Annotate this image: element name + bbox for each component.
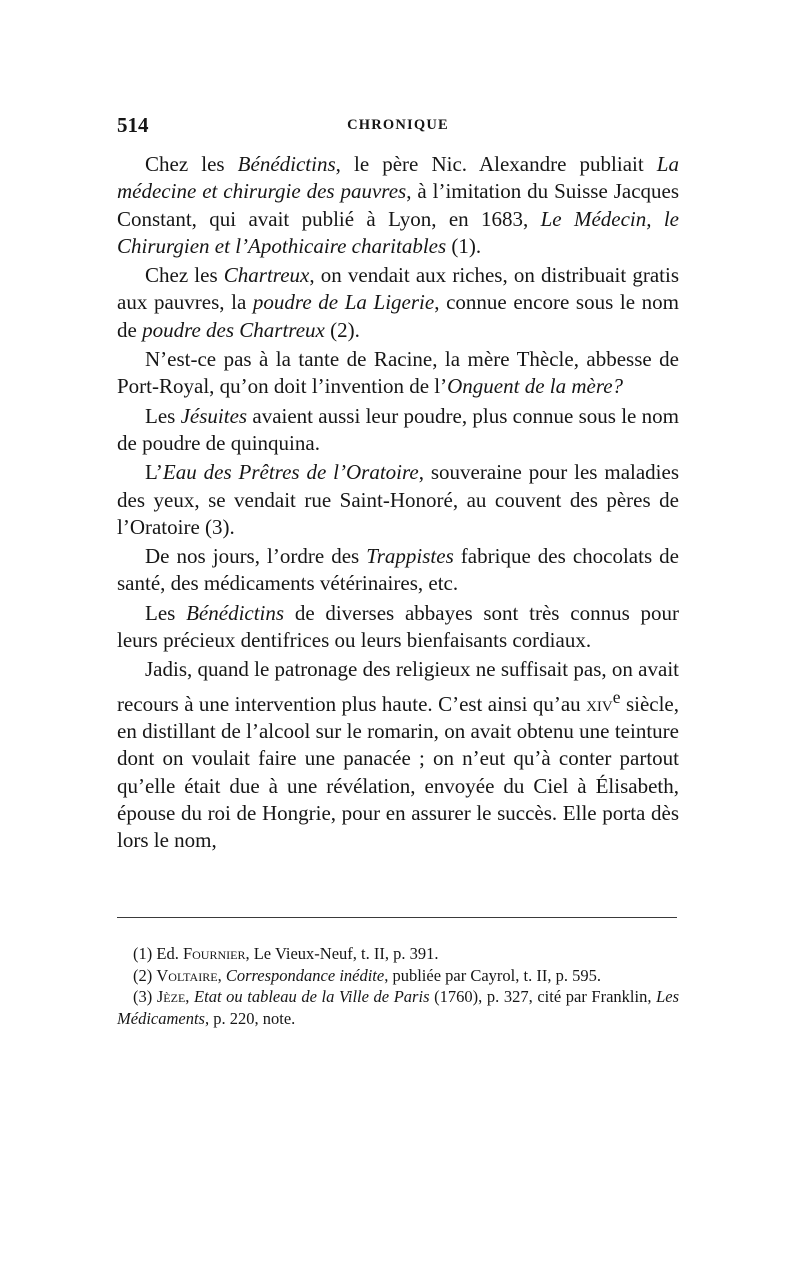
italic-text: Les Médicaments	[117, 987, 680, 1028]
italic-text: Onguent de la mère?	[447, 374, 624, 399]
paragraph	[117, 656, 679, 854]
running-head: CHRONIQUE	[347, 117, 449, 133]
text-run: L’	[145, 460, 163, 485]
text-run: (3)	[133, 987, 157, 1006]
small-caps-text: Jèze	[156, 987, 186, 1006]
text-run: N’est-ce pas à la tante de Racine, la mère Thècle, abbesse de Port-Royal, qu’on doit l’invention de l’	[117, 347, 679, 399]
paragraph	[117, 151, 679, 260]
italic-text: poudre de La Ligerie	[252, 290, 435, 315]
text-run: (1) Ed.	[133, 944, 183, 963]
small-caps-text: Voltaire	[156, 965, 218, 985]
small-caps-text: xiv	[586, 691, 613, 716]
text-run: , connue encore sous le nom de	[117, 290, 679, 342]
text-run: avaient aussi leur poudre, plus connue sous le nom de poudre de quinquina.	[117, 403, 679, 455]
italic-text: Bénédictins	[186, 600, 285, 625]
text-run: , Le Vieux-Neuf, t. II, p. 391.	[245, 944, 439, 963]
text-run: siècle, en distillant de l’alcool sur le romarin, on avait obtenu une teinture dont on voulait faire une panacée ; on n’eut qu’à conter partout qu’elle était due à une révélation, envoyée du Ciel à Élisabeth, épouse du roi de Hongrie, pour en assurer le succès. Elle porta dès lors le nom,	[117, 691, 680, 853]
page-header	[117, 113, 679, 145]
text-run: (1760), p. 327, cité par Franklin,	[429, 987, 657, 1006]
text-run: Jadis, quand le patronage des religieux ne suffisait pas, on avait recours à une intervention plus haute. C’est ainsi qu’au	[117, 657, 679, 716]
page-number: 514	[117, 113, 149, 137]
text-run: (2).	[324, 317, 360, 342]
body-text	[117, 151, 679, 854]
italic-text: Le Médecin, le Chirurgien et l’Apothicaire charitables	[117, 206, 679, 258]
footnote-rule	[117, 917, 677, 918]
text-run: , souveraine pour les maladies des yeux, se vendait rue Saint-Honoré, au couvent des pères de l’Oratoire (3).	[117, 460, 679, 539]
text-run: , p. 220, note.	[204, 1008, 296, 1028]
footnote	[117, 965, 679, 987]
paragraph	[117, 346, 679, 401]
italic-text: Eau des Prêtres de l’Oratoire	[162, 460, 419, 485]
small-caps-text: Fournier	[182, 944, 246, 963]
italic-text: Bénédictins	[237, 152, 336, 176]
footnotes	[117, 943, 679, 1029]
text-run: , à l’imitation du Suisse Jacques Constant, qui avait publié à Lyon, en 1683,	[117, 179, 680, 231]
text-run: , le père Nic. Alexandre publiait	[335, 152, 657, 176]
footnote	[117, 986, 679, 1029]
paragraph	[117, 543, 679, 598]
paragraph	[117, 459, 679, 541]
text-run: Les	[145, 403, 181, 428]
text-run: Chez les	[145, 263, 224, 288]
paragraph	[117, 600, 679, 655]
superscript-text: e	[612, 686, 621, 707]
italic-text: Jésuites	[180, 403, 248, 428]
text-run: Les	[145, 600, 187, 625]
text-run: de diverses abbayes sont très connus pour leurs précieux dentifrices ou leurs bienfaisants cordiaux.	[117, 600, 679, 653]
italic-text: La médecine et chirurgie des pauvres	[117, 152, 679, 204]
italic-text: Trappistes	[366, 544, 454, 569]
text-run: ,	[217, 965, 226, 985]
text-run: Chez les	[145, 152, 238, 176]
italic-text: Etat ou tableau de la Ville de Paris	[194, 987, 430, 1006]
text-run: ,	[185, 987, 195, 1006]
text-run: fabrique des chocolats de santé, des médicaments vétérinaires, etc.	[117, 544, 679, 596]
italic-text: Correspondance inédite	[225, 965, 385, 985]
text-run: , on vendait aux riches, on distribuait gratis aux pauvres, la	[117, 263, 679, 315]
footnote	[117, 943, 679, 965]
text-run: , publiée par Cayrol, t. II, p. 595.	[384, 965, 601, 985]
text-run: (1).	[446, 233, 482, 258]
italic-text: poudre des Chartreux	[142, 317, 325, 342]
italic-text: Chartreux	[223, 263, 310, 288]
paragraph	[117, 403, 679, 458]
paragraph	[117, 262, 679, 344]
text-run: (2)	[133, 965, 157, 985]
text-run: De nos jours, l’ordre des	[145, 544, 367, 569]
